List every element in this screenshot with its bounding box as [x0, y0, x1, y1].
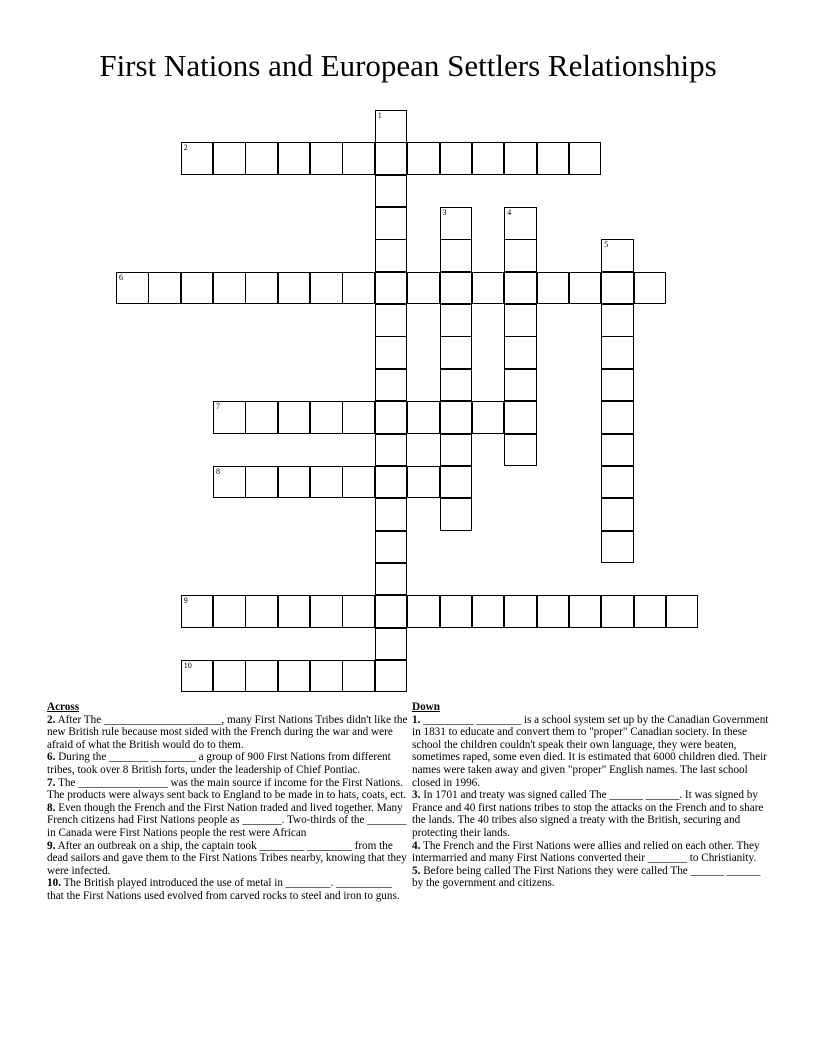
crossword-cell[interactable]	[472, 595, 505, 628]
down-clue	[412, 714, 774, 790]
clue-text: The French and the First Nations were allies and relied on each other. They intermarried and many First Nations converted their _______ to Christianity.	[412, 839, 760, 865]
across-clue-list	[47, 714, 409, 903]
crossword-cell[interactable]	[310, 595, 343, 628]
crossword-cell[interactable]	[342, 142, 375, 175]
clue-number: 10	[183, 660, 192, 670]
crossword-cell[interactable]	[440, 207, 473, 240]
across-clue	[47, 777, 409, 802]
clue-text: Before being called The First Nations they were called The ______ ______ by the government and citizens.	[412, 864, 761, 890]
crossword-cell[interactable]	[181, 595, 214, 628]
crossword-cell[interactable]	[116, 272, 149, 305]
crossword-cell[interactable]	[440, 369, 473, 402]
crossword-cell[interactable]	[504, 304, 537, 337]
crossword-cell[interactable]	[245, 595, 278, 628]
crossword-cell[interactable]	[148, 272, 181, 305]
crossword-cell[interactable]	[407, 595, 440, 628]
crossword-cell[interactable]	[375, 175, 408, 208]
crossword-cell[interactable]	[601, 531, 634, 564]
clue-number: 1.	[412, 713, 421, 726]
down-heading: Down	[412, 701, 440, 713]
crossword-cell[interactable]	[375, 563, 408, 596]
clue-text: The ________________ was the main source if income for the First Nations. The products were always sent back to England to be made in to hats, coats, ect.	[47, 776, 407, 802]
clue-text: After The _____________________, many First Nations Tribes didn't like the new British rule because most sided with the French during the war and were afraid of what the British would do to them.	[47, 713, 408, 751]
crossword-cell[interactable]	[213, 660, 246, 693]
crossword-cell[interactable]	[375, 336, 408, 369]
crossword-cell[interactable]	[440, 304, 473, 337]
clue-number: 4	[507, 208, 512, 218]
clue-number: 4.	[412, 839, 421, 852]
crossword-cell[interactable]	[213, 142, 246, 175]
crossword-cell[interactable]	[375, 272, 408, 305]
crossword-cell[interactable]	[504, 434, 537, 467]
clue-number: 3.	[412, 789, 421, 802]
crossword-cell[interactable]	[440, 142, 473, 175]
crossword-cell[interactable]	[440, 434, 473, 467]
crossword-cell[interactable]	[569, 142, 602, 175]
crossword-cell[interactable]	[181, 142, 214, 175]
crossword-cell[interactable]	[245, 466, 278, 499]
crossword-cell[interactable]	[601, 434, 634, 467]
crossword-cell[interactable]	[213, 595, 246, 628]
clue-number: 5	[604, 240, 609, 250]
crossword-cell[interactable]	[504, 369, 537, 402]
crossword-cell[interactable]	[504, 595, 537, 628]
crossword-cell[interactable]	[504, 239, 537, 272]
crossword-cell[interactable]	[504, 401, 537, 434]
crossword-cell[interactable]	[245, 660, 278, 693]
crossword-cell[interactable]	[375, 531, 408, 564]
clue-number: 6	[119, 272, 123, 282]
crossword-cell[interactable]	[634, 595, 667, 628]
clue-number: 8	[216, 466, 221, 476]
across-clue	[47, 751, 409, 776]
crossword-cell[interactable]	[472, 401, 505, 434]
crossword-cell[interactable]	[213, 401, 246, 434]
crossword-cell[interactable]	[601, 401, 634, 434]
crossword-cell[interactable]	[342, 595, 375, 628]
clue-number: 6.	[47, 751, 56, 764]
crossword-cell[interactable]	[634, 272, 667, 305]
crossword-cell[interactable]	[537, 595, 570, 628]
crossword-cell[interactable]	[504, 336, 537, 369]
crossword-cell[interactable]	[407, 401, 440, 434]
crossword-cell[interactable]	[245, 272, 278, 305]
down-clues	[412, 701, 774, 890]
clue-number: 2	[183, 143, 188, 153]
crossword-cell[interactable]	[504, 272, 537, 305]
crossword-cell[interactable]	[342, 660, 375, 693]
crossword-cell[interactable]	[310, 272, 343, 305]
crossword-cell[interactable]	[278, 466, 311, 499]
clue-number: 9	[183, 596, 188, 606]
clue-text: After an outbreak on a ship, the captain took ________ ________ from the dead sailors and gave them to the First Nations Tribes nearby, knowing that they were infected.	[47, 839, 407, 877]
crossword-cell[interactable]	[375, 628, 408, 661]
crossword-cell[interactable]	[537, 272, 570, 305]
crossword-cell[interactable]	[213, 466, 246, 499]
crossword-cell[interactable]	[601, 369, 634, 402]
crossword-cell[interactable]	[181, 660, 214, 693]
crossword-cell[interactable]	[440, 401, 473, 434]
crossword-cell[interactable]	[310, 401, 343, 434]
crossword-cell[interactable]	[440, 336, 473, 369]
crossword-cell[interactable]	[278, 142, 311, 175]
clue-text: During the _______ ________ a group of 900 First Nations from different tribes, took over 8 British forts, under the leadership of Chief Pontiac.	[47, 751, 391, 776]
clue-number: 10.	[47, 877, 61, 890]
crossword-cell[interactable]	[181, 272, 214, 305]
crossword-cell[interactable]	[601, 272, 634, 305]
crossword-cell[interactable]	[375, 660, 408, 693]
clue-text: _________ ________ is a school system set up by the Canadian Government in 1831 to educate and convert them to "proper" Canadian society. In these school the children couldn't speak their own language, they were beaten, sometimes raped, some even died. It is estimated that 6000 children died. Their names were taken away and given "proper" English names. The last school closed in 1996.	[412, 713, 769, 789]
crossword-cell[interactable]	[375, 142, 408, 175]
clue-number: 1	[377, 111, 382, 120]
crossword-cell[interactable]	[440, 498, 473, 531]
crossword-cell[interactable]	[440, 239, 473, 272]
crossword-cell[interactable]	[310, 466, 343, 499]
clue-number: 8.	[47, 801, 56, 814]
clue-number: 7	[216, 402, 221, 412]
crossword-cell[interactable]	[278, 401, 311, 434]
crossword-cell[interactable]	[375, 595, 408, 628]
crossword-cell[interactable]	[601, 336, 634, 369]
clue-number: 7.	[47, 776, 56, 789]
crossword-cell[interactable]	[342, 272, 375, 305]
across-clue	[47, 840, 409, 878]
crossword-cell[interactable]	[407, 466, 440, 499]
across-heading: Across	[47, 701, 80, 713]
crossword-cell[interactable]	[375, 466, 408, 499]
page-title: First Nations and European Settlers Relationships	[99, 48, 717, 83]
crossword-cell[interactable]	[375, 369, 408, 402]
clue-text: Even though the French and the First Nation traded and lived together. Many French citizens had First Nations people as _______. Two-thirds of the _______ in Canada were First Nations people the rest were African	[47, 801, 407, 839]
across-clue	[47, 877, 409, 902]
crossword-cell[interactable]	[601, 466, 634, 499]
clue-number: 2.	[47, 713, 56, 726]
crossword-cell[interactable]	[375, 434, 408, 467]
crossword-cell[interactable]	[375, 498, 408, 531]
clue-number: 5.	[412, 864, 421, 877]
crossword-cell[interactable]	[278, 660, 311, 693]
crossword-cell[interactable]	[440, 466, 473, 499]
crossword-cell[interactable]	[601, 595, 634, 628]
crossword-cell[interactable]	[245, 401, 278, 434]
crossword-cell[interactable]	[278, 272, 311, 305]
crossword-cell[interactable]	[342, 401, 375, 434]
down-clue	[412, 840, 774, 865]
crossword-cell[interactable]	[537, 142, 570, 175]
crossword-cell[interactable]	[213, 272, 246, 305]
crossword-cell[interactable]	[504, 142, 537, 175]
crossword-cell[interactable]	[601, 239, 634, 272]
across-clue	[47, 802, 409, 840]
crossword-cell[interactable]	[245, 142, 278, 175]
down-clue	[412, 789, 774, 839]
crossword-cell[interactable]	[342, 466, 375, 499]
across-clues	[47, 701, 409, 903]
crossword-cell[interactable]	[569, 272, 602, 305]
crossword-cell[interactable]	[472, 142, 505, 175]
clue-text: In 1701 and treaty was signed called The ______ ______. It was signed by France and 40 first nations tribes to stop the attacks on the French and to share the lands. The 40 tribes also signed a treaty with the British, securing and protecting their lands.	[412, 789, 764, 839]
crossword-cell[interactable]	[278, 595, 311, 628]
crossword-cell[interactable]	[310, 142, 343, 175]
crossword-cell[interactable]	[601, 498, 634, 531]
crossword-cell[interactable]	[440, 595, 473, 628]
down-clue	[412, 865, 774, 890]
crossword-cell[interactable]	[601, 304, 634, 337]
across-clue	[47, 714, 409, 752]
clue-number: 3	[442, 208, 447, 218]
down-clue-list	[412, 714, 774, 890]
crossword-cell[interactable]	[375, 239, 408, 272]
crossword-cell[interactable]	[375, 207, 408, 240]
crossword-cell[interactable]	[407, 142, 440, 175]
clue-number: 9.	[47, 839, 56, 852]
crossword-cell[interactable]	[569, 595, 602, 628]
crossword-cell[interactable]	[375, 304, 408, 337]
crossword-cell[interactable]	[310, 660, 343, 693]
crossword-cell[interactable]	[375, 401, 408, 434]
crossword-cell[interactable]	[440, 272, 473, 305]
crossword-cell[interactable]	[666, 595, 699, 628]
crossword-cell[interactable]	[375, 110, 408, 143]
crossword-cell[interactable]	[504, 207, 537, 240]
clue-text: The British played introduced the use of metal in ________. __________ that the First Nations used evolved from carved rocks to steel and iron to guns.	[47, 877, 400, 902]
crossword-cell[interactable]	[407, 272, 440, 305]
crossword-cell[interactable]	[472, 272, 505, 305]
